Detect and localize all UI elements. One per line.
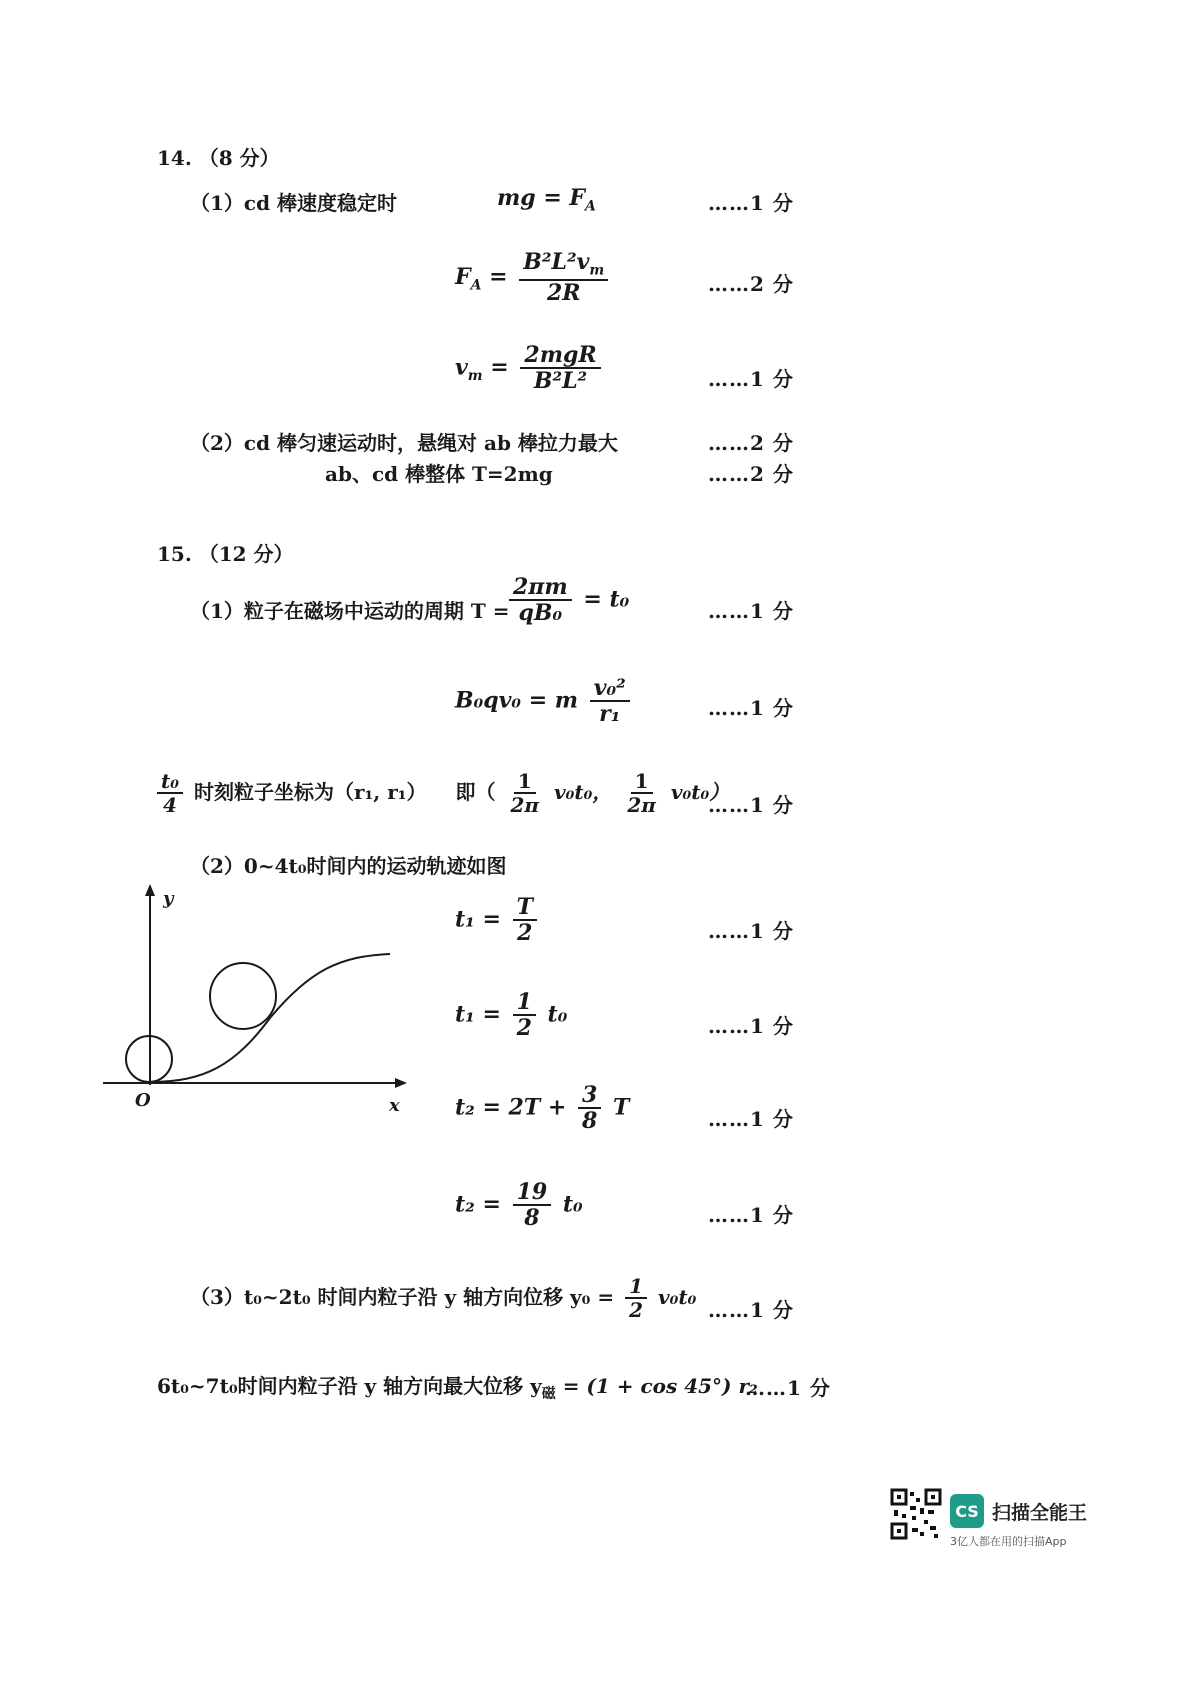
q15-score-7: ……1 分 [708, 1203, 794, 1227]
trajectory-diagram [95, 880, 425, 1120]
q14-eq3: $v_m$ = $\frac{\text{2mgR}}{\text{B²L²}}$ [455, 343, 605, 394]
axis-label-y: y [163, 888, 174, 909]
q14-score-4: ……2 分 [708, 431, 794, 455]
q14-score-5: ……2 分 [708, 462, 794, 486]
q15-last-line: 6t₀~7t₀时间内粒子沿 y 轴方向最大位移 $y_磁 = (1 + \cos 45^\circ)$ r₂ [157, 1374, 758, 1402]
large-circle-orbit [210, 963, 276, 1029]
q15-eq-t2a: t₂ = 2T + $\frac{3}{8}$ T [455, 1082, 630, 1135]
trajectory-curve [150, 954, 390, 1082]
axis-label-origin: O [135, 1090, 151, 1111]
y-axis-arrow-icon [145, 884, 155, 896]
axis-label-x: x [389, 1095, 400, 1116]
q15-score-1: ……1 分 [708, 599, 794, 623]
q14-part2-label: （2）cd 棒匀速运动时，悬绳对 ab 棒拉力最大 [190, 431, 618, 455]
q14-score-3: ……1 分 [708, 367, 794, 391]
q15-title: 15. （12 分） [157, 542, 294, 566]
q14-part2-line2: ab、cd 棒整体 T=2mg [325, 462, 553, 486]
q15-part2-label: （2）0~4t₀时间内的运动轨迹如图 [190, 854, 507, 878]
q15-score-9: ……1 分 [745, 1376, 831, 1400]
x-axis-arrow-icon [395, 1078, 407, 1088]
q15-eq-t2b: t₂ = $\frac{19}{8}$ t₀ [455, 1179, 583, 1232]
q14-title: 14. （8 分） [157, 146, 280, 170]
q15-eq-t1a: t₁ = $\frac{T}{2}$ [455, 895, 541, 946]
q15-eq-force: B₀qv₀ = m $\frac{\text{v₀²}}{\text{r₁}}$ [455, 676, 634, 727]
q14-eq2: $F_A$ = $\frac{B^2L^2v_m}{2R}$ [455, 250, 612, 306]
q14-part1-label: （1）cd 棒速度稳定时 [190, 191, 398, 215]
q14-score-2: ……2 分 [708, 272, 794, 296]
qr-code-icon [890, 1488, 942, 1540]
scanner-tagline: 3亿人都在用的扫描App [950, 1535, 1067, 1548]
q15-coord-line: $\frac{\text{t₀}}{4}$ 时刻粒子坐标为（r₁, r₁） 即（ $\frac{1}{2\pi}$ v₀t₀， $\frac{1}{2\pi}$ v₀t₀） [157, 770, 729, 817]
scanner-brand [950, 1494, 1087, 1528]
q15-score-2: ……1 分 [708, 696, 794, 720]
scanner-logo-icon: CS [950, 1494, 984, 1528]
q14-eq1: mg = $F_A$ [497, 185, 596, 215]
q15-score-3: ……1 分 [708, 793, 794, 817]
q15-part1-label: （1）粒子在磁场中运动的周期 T = [190, 599, 510, 623]
q15-eq-t1b: t₁ = $\frac{1}{2}$ t₀ [455, 989, 568, 1042]
scanner-brand-name: 扫描全能王 [992, 1501, 1088, 1524]
q15-part3-line: （3）t₀~2t₀ 时间内粒子沿 y 轴方向位移 y₀ = $\frac{1}{2}$ v₀t₀ [190, 1274, 697, 1322]
q14-score-1: ……1 分 [708, 191, 794, 215]
q15-score-5: ……1 分 [708, 1014, 794, 1038]
q15-score-6: ……1 分 [708, 1107, 794, 1131]
q15-score-4: ……1 分 [708, 919, 794, 943]
q15-score-8: ……1 分 [708, 1298, 794, 1322]
q15-eq-period: $\frac{2\pi m}{\text{qB₀}}$ = t₀ [505, 575, 629, 626]
